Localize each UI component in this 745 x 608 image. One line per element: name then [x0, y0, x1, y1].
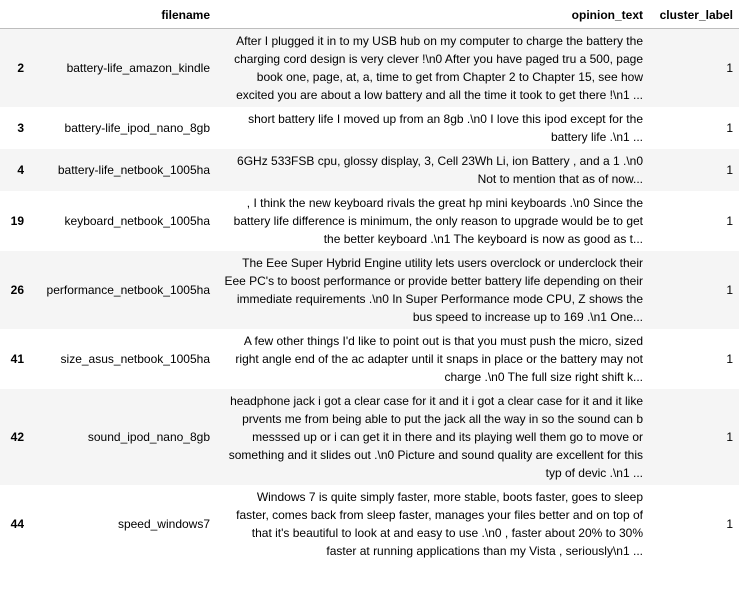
row-index: 2	[17, 61, 24, 75]
opinion-text-cell: 6GHz 533FSB cpu, glossy display, 3, Cell 23Wh Li, ion Battery , and a 1 .\n0 Not to mention that as of now...	[237, 154, 643, 186]
row-index: 4	[17, 163, 24, 177]
row-index: 41	[10, 352, 24, 366]
row-index: 44	[10, 517, 24, 531]
table-header	[0, 0, 739, 29]
filename-cell: sound_ipod_nano_8gb	[87, 430, 210, 444]
opinion-text-cell: headphone jack i got a clear case for it and it i got a clear case for it and it like prvents me from being able to put the jack all the way in so the sound can b messsed up or i can get it in there and its playing well them go to move or something and it slides out .\n0 Picture and sound quality are excellent for this typ of devic .\n1 ...	[228, 394, 643, 480]
row-index: 26	[10, 283, 24, 297]
cluster-label-cell: 1	[726, 121, 733, 135]
opinion-text-cell: , I think the new keyboard rivals the great hp mini keyboards .\n0 Since the battery life difference is minimum, the only reason to upgrade would be to get the better keyboard .\n1 The keyboard is now as good as t...	[233, 196, 643, 246]
row-index: 19	[10, 214, 24, 228]
filename-header: filename	[30, 0, 216, 29]
row-index: 42	[10, 430, 24, 444]
opinion-text-cell: After I plugged it in to my USB hub on my computer to charge the battery the charging cord design is very clever !\n0 After you have paged tru a 500, page book one, page, at, a, time to get from Chapter 2 to Chapter 15, see how excited you are about a low battery and all the time it took to get there !\n1 ...	[234, 34, 643, 102]
table-row	[0, 329, 739, 389]
opinion-text-cell: A few other things I'd like to point out is that you must push the micro, sized right angle end of the ac adapter until it snaps in place or the battery may not charge .\n0 The full size right shift k...	[235, 334, 643, 384]
opinion-text-cell: The Eee Super Hybrid Engine utility lets users overclock or underclock their Eee PC's to boost performance or provide better battery life depending on their immediate requirements .\n0 In Super Performance mode CPU, Z shows the bus speed to increase up to 169 .\n1 One...	[224, 256, 643, 324]
cluster-label-cell: 1	[726, 163, 733, 177]
opinion-text-cell: short battery life I moved up from an 8gb .\n0 I love this ipod except for the battery life .\n1 ...	[248, 112, 643, 144]
table-row	[0, 485, 739, 563]
opinion-text-header: opinion_text	[216, 0, 649, 29]
header-row	[0, 0, 739, 29]
filename-cell: performance_netbook_1005ha	[46, 283, 210, 297]
cluster-label-header: cluster_label	[649, 0, 739, 29]
filename-cell: size_asus_netbook_1005ha	[60, 352, 210, 366]
table-row	[0, 251, 739, 329]
filename-cell: battery-life_ipod_nano_8gb	[64, 121, 210, 135]
table-row	[0, 107, 739, 149]
filename-cell: keyboard_netbook_1005ha	[64, 214, 210, 228]
filename-cell: battery-life_netbook_1005ha	[57, 163, 210, 177]
table-row	[0, 29, 739, 108]
table-row	[0, 149, 739, 191]
filename-cell: speed_windows7	[117, 517, 210, 531]
cluster-label-cell: 1	[726, 283, 733, 297]
table-row	[0, 191, 739, 251]
cluster-label-cell: 1	[726, 430, 733, 444]
cluster-label-cell: 1	[726, 517, 733, 531]
cluster-label-cell: 1	[726, 214, 733, 228]
filename-cell: battery-life_amazon_kindle	[66, 61, 210, 75]
table-body	[0, 29, 739, 564]
index-header	[0, 0, 30, 29]
cluster-label-cell: 1	[726, 352, 733, 366]
cluster-label-cell: 1	[726, 61, 733, 75]
row-index: 3	[17, 121, 24, 135]
opinion-text-cell: Windows 7 is quite simply faster, more stable, boots faster, goes to sleep faster, comes back from sleep faster, manages your files better and on top of that it's beautiful to look at and easy to use .\n0 , faster about 20% to 30% faster at running applications than my Vista , seriously\n1 ...	[236, 490, 643, 558]
table-row	[0, 389, 739, 485]
